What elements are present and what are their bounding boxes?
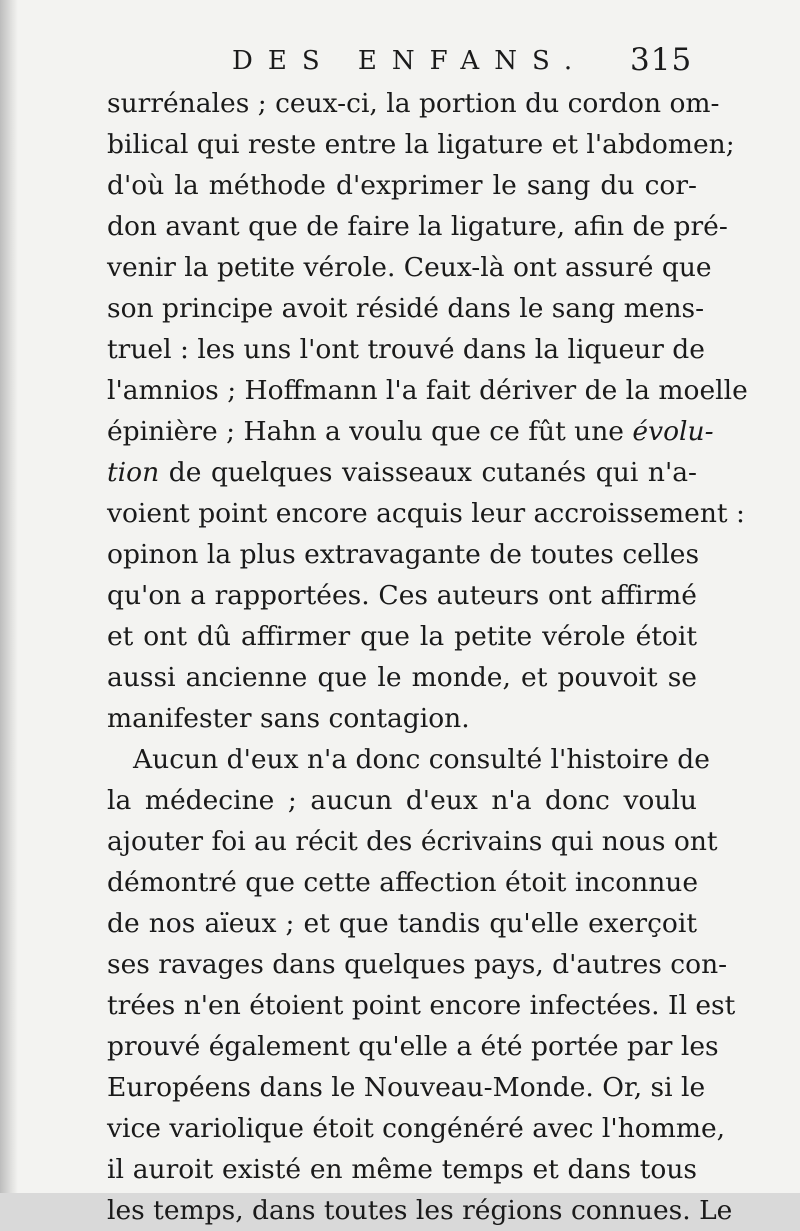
body-text (107, 83, 748, 1231)
text-line: aussi ancienne que le monde, et pouvoit se (107, 662, 697, 693)
text-segment: de quelques vaisseaux cutanés qui n'a- (168, 457, 697, 488)
text-line: qu'on a rapportées. Ces auteurs ont affirmé (107, 580, 697, 611)
text-line: son principe avoit résidé dans le sang mens- (107, 293, 705, 324)
text-line (107, 452, 697, 493)
text-line: les temps, dans toutes les régions connues. Le (107, 1195, 733, 1226)
text-line: la médecine ; aucun d'eux n'a donc voulu (107, 785, 697, 816)
text-line: Européens dans le Nouveau-Monde. Or, si le (107, 1072, 706, 1103)
text-line (107, 411, 714, 452)
text-segment: épinière ; Hahn a voulu que ce fût une (107, 416, 624, 447)
text-line: voient point encore acquis leur accroissement : (107, 498, 745, 529)
text-line: manifester sans contagion. (107, 703, 470, 734)
page-number: 315 (630, 42, 693, 78)
text-line: opinon la plus extravagante de toutes celles (107, 539, 700, 570)
text-line: ajouter foi au récit des écrivains qui nous ont (107, 826, 718, 857)
text-line: de nos aïeux ; et que tandis qu'elle exerçoit (107, 908, 697, 939)
paragraph-start-line: Aucun d'eux n'a donc consulté l'histoire de (133, 744, 710, 775)
text-line: et ont dû affirmer que la petite vérole étoit (107, 621, 697, 652)
text-line: truel : les uns l'ont trouvé dans la liqueur de (107, 334, 705, 365)
italic-word: évolu- (632, 416, 714, 447)
text-line: trées n'en étoient point encore infectées. Il est (107, 990, 736, 1021)
text-line: surrénales ; ceux-ci, la portion du cordon om- (107, 88, 720, 119)
text-line: ses ravages dans quelques pays, d'autres con- (107, 949, 728, 980)
text-line: vice variolique étoit congénéré avec l'homme, (107, 1113, 726, 1144)
page-gutter-shadow (0, 0, 18, 1193)
text-line: prouvé également qu'elle a été portée par les (107, 1031, 719, 1062)
text-line: d'où la méthode d'exprimer le sang du cor- (107, 170, 697, 201)
running-title: DES ENFANS. (232, 46, 588, 76)
text-line: l'amnios ; Hoffmann l'a fait dériver de la moelle (107, 375, 748, 406)
text-line: don avant que de faire la ligature, afin de pré- (107, 211, 728, 242)
text-line: il auroit existé en même temps et dans tous (107, 1154, 697, 1185)
text-line: venir la petite vérole. Ceux-là ont assuré que (107, 252, 712, 283)
italic-word: tion (107, 457, 160, 488)
text-line: démontré que cette affection étoit inconnue (107, 867, 699, 898)
text-line: bilical qui reste entre la ligature et l'abdomen; (107, 129, 735, 160)
